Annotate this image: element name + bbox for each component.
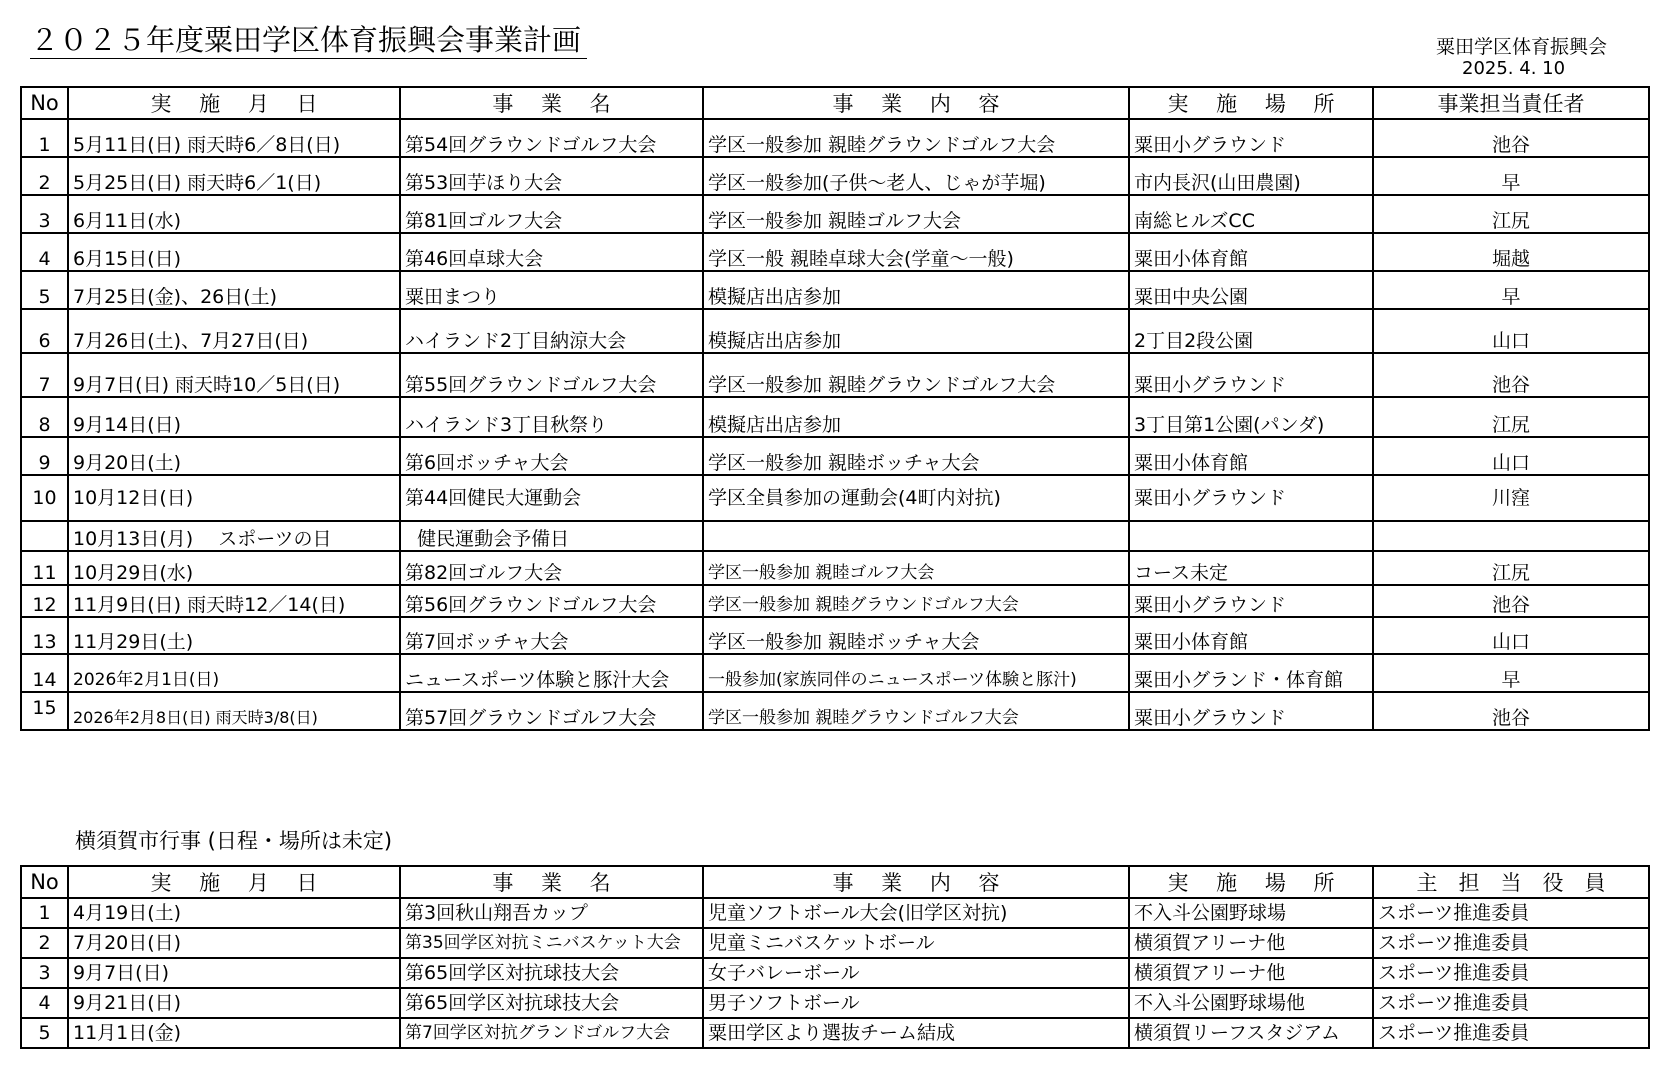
row-content: 学区一般参加 親睦グラウンドゴルフ大会: [703, 692, 1129, 730]
row-content: 学区一般参加 親睦グラウンドゴルフ大会: [703, 119, 1129, 157]
header-person: 事業担当責任者: [1373, 87, 1649, 119]
row-no: 4: [21, 988, 68, 1018]
plan-table: [20, 86, 1650, 731]
table-row: [21, 898, 1649, 928]
row-place: 市内長沢(山田農園): [1129, 157, 1373, 195]
row-no: 15: [21, 692, 68, 730]
row-no: 3: [21, 958, 68, 988]
header-event-name: 事 業 名: [400, 866, 703, 898]
row-event-name: 第46回卓球大会: [400, 233, 703, 271]
row-place: コース未定: [1129, 551, 1373, 585]
header-no: No: [21, 866, 68, 898]
row-place: 粟田小グラウンド: [1129, 353, 1373, 397]
row-content: 学区一般参加(子供～老人、じゃが芋堀): [703, 157, 1129, 195]
row-place: 横須賀アリーナ他: [1129, 928, 1373, 958]
row-content: 学区一般参加 親睦ゴルフ大会: [703, 195, 1129, 233]
row-person: スポーツ推進委員: [1373, 1018, 1649, 1048]
row-date: 5月11日(日) 雨天時6／8日(日): [68, 119, 400, 157]
row-no: 2: [21, 928, 68, 958]
table-row: [21, 475, 1649, 521]
row-date: 6月11日(水): [68, 195, 400, 233]
row-content: 児童ミニバスケットボール: [703, 928, 1129, 958]
city-events-table: [20, 865, 1650, 1049]
row-event-name: 粟田まつり: [400, 271, 703, 309]
row-event-name: 第44回健民大運動会: [400, 475, 703, 521]
row-content: 学区一般参加 親睦ボッチャ大会: [703, 617, 1129, 654]
city-table-header: [21, 866, 1649, 898]
row-place: 2丁目2段公園: [1129, 309, 1373, 353]
row-date: 4月19日(土): [68, 898, 400, 928]
organization-name: 粟田学区体育振興会: [1436, 36, 1608, 58]
row-date: 10月12日(日): [68, 475, 400, 521]
row-person: 池谷: [1373, 585, 1649, 617]
row-person: 山口: [1373, 437, 1649, 475]
row-date: 7月25日(金)、26日(土): [68, 271, 400, 309]
row-date: 2026年2月8日(日) 雨天時3/8(日): [68, 692, 400, 730]
row-no: 3: [21, 195, 68, 233]
row-no: 5: [21, 1018, 68, 1048]
row-content: 男子ソフトボール: [703, 988, 1129, 1018]
row-place: [1129, 521, 1373, 551]
row-person: 早: [1373, 271, 1649, 309]
header-person: 主 担 当 役 員: [1373, 866, 1649, 898]
header-content: 事 業 内 容: [703, 866, 1129, 898]
row-date: 11月1日(金): [68, 1018, 400, 1048]
row-person: 池谷: [1373, 119, 1649, 157]
table-row: [21, 988, 1649, 1018]
row-person: [1373, 521, 1649, 551]
table-row: [21, 958, 1649, 988]
row-content: 学区全員参加の運動会(4町内対抗): [703, 475, 1129, 521]
row-person: スポーツ推進委員: [1373, 898, 1649, 928]
row-place: 粟田中央公園: [1129, 271, 1373, 309]
table-row: [21, 437, 1649, 475]
row-content: 模擬店出店参加: [703, 309, 1129, 353]
document-date: 2025. 4. 10: [1462, 58, 1566, 79]
row-person: 山口: [1373, 309, 1649, 353]
row-date: 9月20日(土): [68, 437, 400, 475]
table-row: [21, 928, 1649, 958]
row-date: 7月20日(日): [68, 928, 400, 958]
row-event-name: 第7回ボッチャ大会: [400, 617, 703, 654]
row-no: 4: [21, 233, 68, 271]
row-content: 児童ソフトボール大会(旧学区対抗): [703, 898, 1129, 928]
row-event-name: 第56回グラウンドゴルフ大会: [400, 585, 703, 617]
header-event-name: 事 業 名: [400, 87, 703, 119]
plan-table-header: [21, 87, 1649, 119]
row-content: 学区一般参加 親睦ゴルフ大会: [703, 551, 1129, 585]
row-event-name: 第54回グラウンドゴルフ大会: [400, 119, 703, 157]
page-title: ２０２５年度粟田学区体育振興会事業計画: [30, 22, 587, 59]
row-place: 3丁目第1公園(パンダ): [1129, 397, 1373, 437]
row-place: 粟田小グラウンド: [1129, 475, 1373, 521]
row-person: 江尻: [1373, 551, 1649, 585]
row-date: 9月14日(日): [68, 397, 400, 437]
row-event-name: 第82回ゴルフ大会: [400, 551, 703, 585]
row-event-name: 第7回学区対抗グランドゴルフ大会: [400, 1018, 703, 1048]
row-person: 早: [1373, 654, 1649, 692]
table-row: [21, 271, 1649, 309]
row-place: 南総ヒルズCC: [1129, 195, 1373, 233]
row-no: 13: [21, 617, 68, 654]
table-row: [21, 119, 1649, 157]
row-event-name: 第6回ボッチャ大会: [400, 437, 703, 475]
row-person: 堀越: [1373, 233, 1649, 271]
row-date: 11月29日(土): [68, 617, 400, 654]
row-person: 山口: [1373, 617, 1649, 654]
row-date: 10月29日(水): [68, 551, 400, 585]
table-row: [21, 309, 1649, 353]
row-date: 9月21日(日): [68, 988, 400, 1018]
row-place: 粟田小グラウンド: [1129, 585, 1373, 617]
row-event-name: 第65回学区対抗球技大会: [400, 988, 703, 1018]
row-date: 9月7日(日) 雨天時10／5日(日): [68, 353, 400, 397]
row-place: 横須賀リーフスタジアム: [1129, 1018, 1373, 1048]
row-date: 10月13日(月) スポーツの日: [68, 521, 400, 551]
table-row: [21, 692, 1649, 730]
row-place: 粟田小体育館: [1129, 233, 1373, 271]
row-person: 早: [1373, 157, 1649, 195]
row-event-name: 第35回学区対抗ミニバスケット大会: [400, 928, 703, 958]
row-content: 一般参加(家族同伴のニュースポーツ体験と豚汁): [703, 654, 1129, 692]
row-place: 横須賀アリーナ他: [1129, 958, 1373, 988]
row-content: 模擬店出店参加: [703, 271, 1129, 309]
row-content: 学区一般 親睦卓球大会(学童～一般): [703, 233, 1129, 271]
row-content: 学区一般参加 親睦グラウンドゴルフ大会: [703, 585, 1129, 617]
row-place: 粟田小グラウンド: [1129, 119, 1373, 157]
row-event-name: ハイランド3丁目秋祭り: [400, 397, 703, 437]
header-date: 実 施 月 日: [68, 866, 400, 898]
row-event-name: 第3回秋山翔吾カップ: [400, 898, 703, 928]
row-person: 川窪: [1373, 475, 1649, 521]
row-no: 2: [21, 157, 68, 195]
row-date: 6月15日(日): [68, 233, 400, 271]
row-no: [21, 521, 68, 551]
header-place: 実 施 場 所: [1129, 87, 1373, 119]
row-date: 5月25日(日) 雨天時6／1(日): [68, 157, 400, 195]
row-place: 不入斗公園野球場: [1129, 898, 1373, 928]
row-event-name: 第81回ゴルフ大会: [400, 195, 703, 233]
row-event-name: ニュースポーツ体験と豚汁大会: [400, 654, 703, 692]
row-date: 7月26日(土)、7月27日(日): [68, 309, 400, 353]
row-place: 粟田小グランド・体育館: [1129, 654, 1373, 692]
row-no: 11: [21, 551, 68, 585]
table-row: [21, 195, 1649, 233]
row-date: 11月9日(日) 雨天時12／14(日): [68, 585, 400, 617]
table-row: [21, 585, 1649, 617]
table-row: [21, 521, 1649, 551]
row-event-name: ハイランド2丁目納涼大会: [400, 309, 703, 353]
table-row: [21, 617, 1649, 654]
row-event-name: 第65回学区対抗球技大会: [400, 958, 703, 988]
row-no: 5: [21, 271, 68, 309]
row-content: [703, 521, 1129, 551]
row-content: 模擬店出店参加: [703, 397, 1129, 437]
row-person: スポーツ推進委員: [1373, 958, 1649, 988]
row-content: 女子バレーボール: [703, 958, 1129, 988]
row-date: 2026年2月1日(日): [68, 654, 400, 692]
row-event-name: 健民運動会予備日: [400, 521, 703, 551]
row-no: 8: [21, 397, 68, 437]
row-event-name: 第55回グラウンドゴルフ大会: [400, 353, 703, 397]
table-row: [21, 551, 1649, 585]
row-no: 10: [21, 475, 68, 521]
row-person: 江尻: [1373, 397, 1649, 437]
table-row: [21, 1018, 1649, 1048]
table-row: [21, 397, 1649, 437]
row-person: 池谷: [1373, 353, 1649, 397]
row-person: 池谷: [1373, 692, 1649, 730]
row-event-name: 第53回芋ほり大会: [400, 157, 703, 195]
row-person: 江尻: [1373, 195, 1649, 233]
row-no: 6: [21, 309, 68, 353]
row-no: 12: [21, 585, 68, 617]
row-no: 1: [21, 119, 68, 157]
row-event-name: 第57回グラウンドゴルフ大会: [400, 692, 703, 730]
header-place: 実 施 場 所: [1129, 866, 1373, 898]
header-content: 事 業 内 容: [703, 87, 1129, 119]
row-no: 1: [21, 898, 68, 928]
row-person: スポーツ推進委員: [1373, 988, 1649, 1018]
header-no: No: [21, 87, 68, 119]
row-no: 9: [21, 437, 68, 475]
city-events-heading: 横須賀市行事 (日程・場所は未定): [75, 829, 393, 853]
table-row: [21, 654, 1649, 692]
row-content: 学区一般参加 親睦グラウンドゴルフ大会: [703, 353, 1129, 397]
header-date: 実 施 月 日: [68, 87, 400, 119]
row-place: 粟田小グラウンド: [1129, 692, 1373, 730]
row-place: 粟田小体育館: [1129, 437, 1373, 475]
row-place: 粟田小体育館: [1129, 617, 1373, 654]
row-content: 粟田学区より選抜チーム結成: [703, 1018, 1129, 1048]
row-person: スポーツ推進委員: [1373, 928, 1649, 958]
table-row: [21, 353, 1649, 397]
table-row: [21, 233, 1649, 271]
row-no: 7: [21, 353, 68, 397]
row-content: 学区一般参加 親睦ボッチャ大会: [703, 437, 1129, 475]
row-place: 不入斗公園野球場他: [1129, 988, 1373, 1018]
row-no: 14: [21, 654, 68, 692]
table-row: [21, 157, 1649, 195]
row-date: 9月7日(日): [68, 958, 400, 988]
